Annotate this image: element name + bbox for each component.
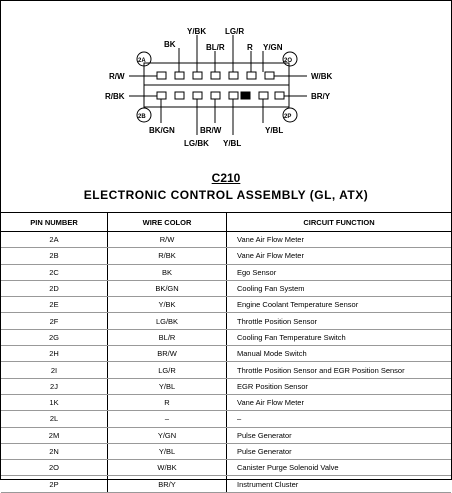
corner-label: 2B <box>138 114 146 120</box>
function-cell: Vane Air Flow Meter <box>227 232 452 248</box>
bottom-wire-label: BR/W <box>200 126 222 135</box>
left-wire-label: R/BK <box>105 92 125 101</box>
plugged-cavity <box>241 92 250 99</box>
table-row <box>1 346 451 362</box>
pin-cell: 2O <box>1 460 108 476</box>
table-row <box>1 476 451 492</box>
function-cell: Pulse Generator <box>227 443 452 459</box>
top-wire-label: LG/R <box>225 27 245 36</box>
bottom-wire-label: Y/BL <box>265 126 284 135</box>
table-row <box>1 460 451 476</box>
pin-cell: 2D <box>1 280 108 296</box>
pin-cell: 2N <box>1 443 108 459</box>
bottom-row-cavities <box>157 92 284 99</box>
header-pin-number: PIN NUMBER <box>1 213 108 232</box>
bottom-wire-label: BK/GN <box>149 126 175 135</box>
wire-color-cell: R <box>108 394 227 410</box>
bottom-wire-label: Y/BL <box>223 139 242 148</box>
bottom-wire-label: LG/BK <box>184 139 209 148</box>
table-row <box>1 362 451 378</box>
wire-color-cell: Y/BL <box>108 443 227 459</box>
top-row-cavities <box>157 72 274 79</box>
wire-color-cell: BR/Y <box>108 476 227 492</box>
function-cell: Vane Air Flow Meter <box>227 394 452 410</box>
corner-label: 2O <box>284 58 293 64</box>
table-row <box>1 427 451 443</box>
connector-code: C210 <box>211 171 241 185</box>
function-cell: Manual Mode Switch <box>227 346 452 362</box>
function-cell: Cooling Fan System <box>227 280 452 296</box>
top-wire-label: Y/BK <box>187 27 207 36</box>
header-circuit-function: CIRCUIT FUNCTION <box>227 213 452 232</box>
table-header-row <box>1 213 451 232</box>
wire-color-cell: Y/GN <box>108 427 227 443</box>
wire-color-cell: BK <box>108 264 227 280</box>
pin-cell: 2A <box>1 232 108 248</box>
wire-color-cell: BR/W <box>108 346 227 362</box>
pin-cell: 2E <box>1 297 108 313</box>
right-wire-label: BR/Y <box>311 92 331 101</box>
table-row <box>1 248 451 264</box>
function-cell: – <box>227 411 452 427</box>
function-cell: Canister Purge Solenoid Valve <box>227 460 452 476</box>
table-row <box>1 378 451 394</box>
pin-cell: 2J <box>1 378 108 394</box>
pin-cell: 2B <box>1 248 108 264</box>
function-cell: Engine Coolant Temperature Sensor <box>227 297 452 313</box>
function-cell: Pulse Generator <box>227 427 452 443</box>
table-row <box>1 280 451 296</box>
left-wire-label: R/W <box>109 72 125 81</box>
table-row <box>1 443 451 459</box>
table-row <box>1 411 451 427</box>
connector-title: ELECTRONIC CONTROL ASSEMBLY (GL, ATX) <box>83 188 369 202</box>
table-row <box>1 313 451 329</box>
table-row <box>1 394 451 410</box>
table-row <box>1 232 451 248</box>
function-cell: Vane Air Flow Meter <box>227 248 452 264</box>
function-cell: EGR Position Sensor <box>227 378 452 394</box>
wire-color-cell: BL/R <box>108 329 227 345</box>
pin-cell: 2H <box>1 346 108 362</box>
pin-cell: 2G <box>1 329 108 345</box>
connector-diagram <box>1 1 451 166</box>
table-row <box>1 329 451 345</box>
corner-label: 2A <box>138 58 146 64</box>
wire-color-cell: R/W <box>108 232 227 248</box>
function-cell: Instrument Cluster <box>227 476 452 492</box>
table-row <box>1 297 451 313</box>
top-wire-label: BK <box>164 40 176 49</box>
pin-cell: 2L <box>1 411 108 427</box>
function-cell: Ego Sensor <box>227 264 452 280</box>
pin-cell: 2M <box>1 427 108 443</box>
top-wire-label: Y/GN <box>263 43 283 52</box>
corner-label: 2P <box>284 114 292 120</box>
top-wire-label: R <box>247 43 253 52</box>
function-cell: Throttle Position Sensor <box>227 313 452 329</box>
function-cell: Cooling Fan Temperature Switch <box>227 329 452 345</box>
wire-color-cell: – <box>108 411 227 427</box>
wire-color-cell: LG/BK <box>108 313 227 329</box>
right-wire-label: W/BK <box>311 72 333 81</box>
wire-color-cell: Y/BK <box>108 297 227 313</box>
wire-color-cell: Y/BL <box>108 378 227 394</box>
pin-cell: 2F <box>1 313 108 329</box>
function-cell: Throttle Position Sensor and EGR Position Sensor <box>227 362 452 378</box>
wire-color-cell: BK/GN <box>108 280 227 296</box>
wire-color-cell: W/BK <box>108 460 227 476</box>
pin-cell: 2P <box>1 476 108 492</box>
pinout-table <box>1 212 451 493</box>
pin-cell: 2C <box>1 264 108 280</box>
table-row <box>1 264 451 280</box>
top-wire-label: BL/R <box>206 43 225 52</box>
wire-color-cell: LG/R <box>108 362 227 378</box>
header-wire-color: WIRE COLOR <box>108 213 227 232</box>
table-body <box>1 232 451 493</box>
pin-cell: 1K <box>1 394 108 410</box>
wire-color-cell: R/BK <box>108 248 227 264</box>
pin-cell: 2I <box>1 362 108 378</box>
